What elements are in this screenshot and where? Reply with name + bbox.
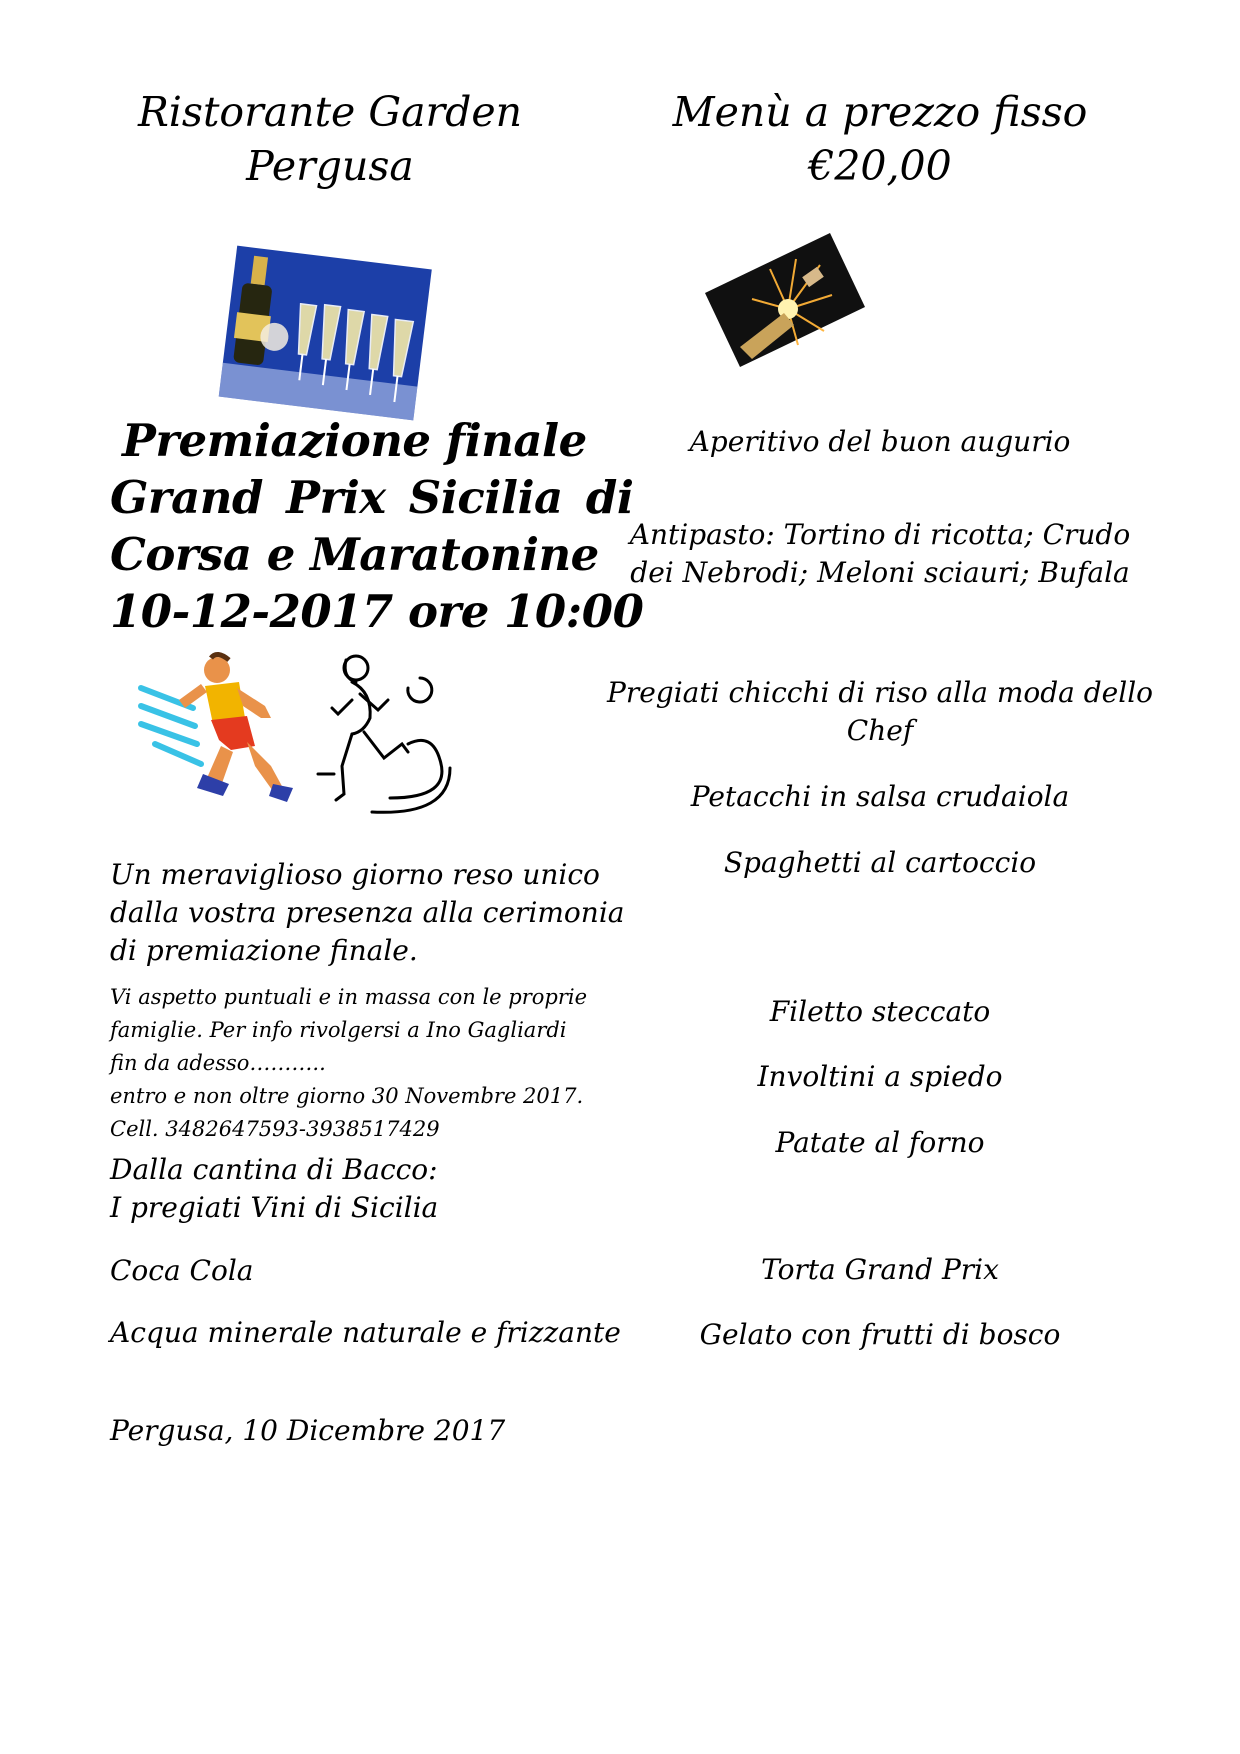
event-name-line1: Grand Prix Sicilia di [110, 471, 634, 524]
event-date-time: 10-12-2017 ore 10:00 [110, 585, 644, 638]
champagne-glasses-image [205, 235, 445, 435]
details-line: Vi aspetto puntuali e in massa con le proprie [110, 985, 588, 1009]
drink-water: Acqua minerale naturale e frizzante [110, 1316, 621, 1349]
menu-antipasto-line1: Antipasto: Tortino di ricotta; Crudo [629, 518, 1131, 551]
invitation-line1: Un meraviglioso giorno reso unico [110, 858, 600, 891]
restaurant-location: Pergusa [246, 142, 414, 190]
menu-primo-spaghetti: Spaghetti al cartoccio [723, 846, 1037, 879]
menu-aperitivo: Aperitivo del buon augurio [689, 425, 1071, 458]
menu-contorno-patate: Patate al forno [775, 1126, 985, 1159]
details-line: fin da adesso……….. [110, 1051, 326, 1075]
details-line: famiglie. Per info rivolgersi a Ino Gagliardi [110, 1018, 567, 1042]
wine-cellar-line2: I pregiati Vini di Sicilia [110, 1191, 439, 1224]
menu-dolce-gelato: Gelato con frutti di bosco [699, 1318, 1061, 1351]
menu-primo-petacchi: Petacchi in salsa crudaiola [690, 780, 1070, 813]
invitation-details [110, 981, 587, 1146]
details-line: entro e non oltre giorno 30 Novembre 2017. [110, 1084, 584, 1108]
sparkler-bottle-image [700, 225, 870, 375]
invitation-line2: dalla vostra presenza alla cerimonia [110, 896, 625, 929]
drink-cola: Coca Cola [110, 1254, 254, 1287]
male-runner-image [135, 648, 310, 808]
invitation-line3: di premiazione finale. [110, 934, 418, 967]
details-line: Cell. 3482647593-3938517429 [110, 1117, 440, 1141]
signature-date: Pergusa, 10 Dicembre 2017 [110, 1414, 506, 1447]
wine-cellar-line1: Dalla cantina di Bacco: [110, 1153, 438, 1186]
menu-secondo-involtini: Involtini a spiedo [757, 1060, 1003, 1093]
female-runner-image [312, 648, 452, 818]
menu-title: Menù a prezzo fisso [672, 88, 1088, 136]
menu-primo-riso-line2: Chef [846, 714, 914, 747]
menu-dolce-torta: Torta Grand Prix [761, 1253, 999, 1286]
restaurant-name: Ristorante Garden [137, 88, 523, 136]
menu-price: €20,00 [808, 142, 952, 190]
menu-antipasto-line2: dei Nebrodi; Meloni sciauri; Bufala [630, 556, 1130, 589]
event-title: Premiazione finale [122, 414, 587, 467]
menu-secondo-filetto: Filetto steccato [769, 995, 991, 1028]
menu-primo-riso-line1: Pregiati chicchi di riso alla moda dello [606, 676, 1154, 709]
event-name-line2: Corsa e Maratonine [110, 528, 599, 581]
